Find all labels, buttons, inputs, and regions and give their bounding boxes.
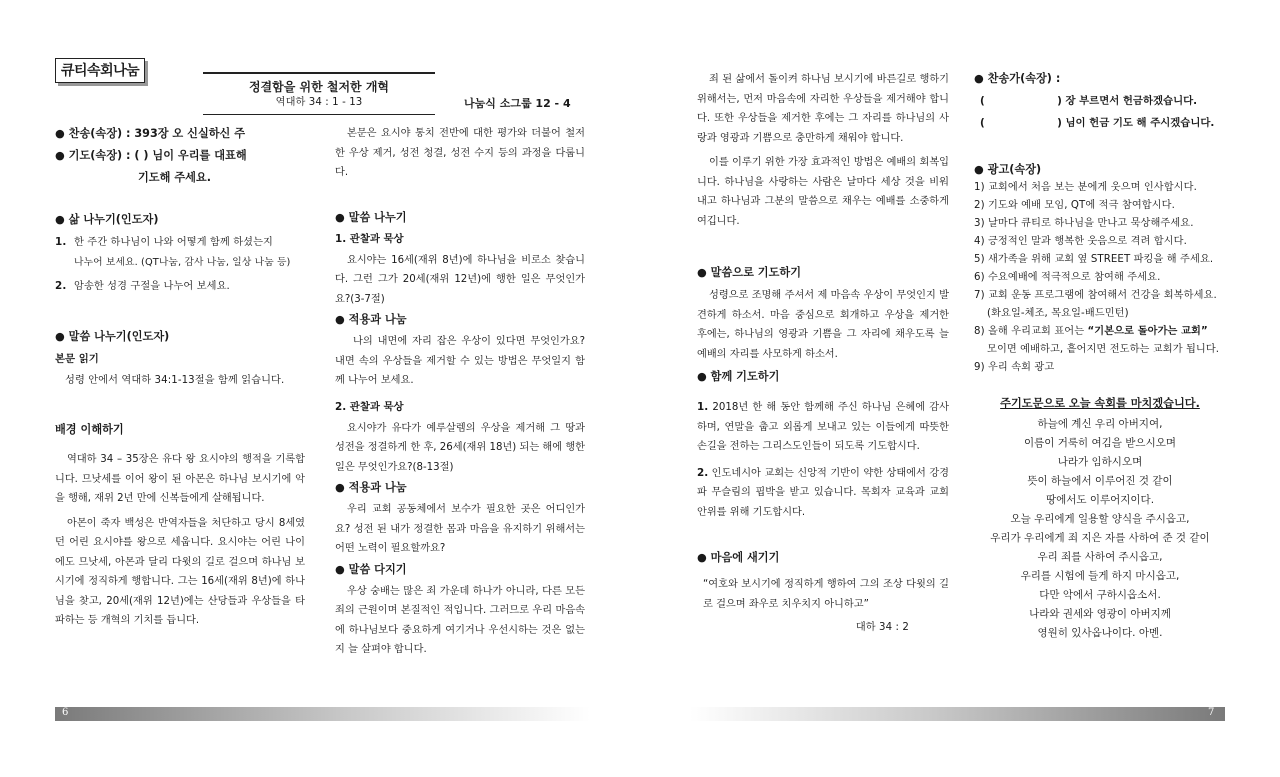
heart-quote: “여호와 보시기에 정직하게 행하여 그의 조상 다윗의 길로 걸으며 좌우로 치우치지 아니하고” xyxy=(703,579,949,610)
rep-para-2: 이를 이루기 위한 가장 효과적인 방법은 예배의 회복입니다. 하나님을 사랑하는 사람은 날마다 세상 것을 비워내고 하나님과 그분의 말씀으로 채우는 예배를 소중하게 여깁니다. xyxy=(697,157,949,227)
lords-prayer xyxy=(974,415,1226,643)
read-title: 본문 읽기 xyxy=(55,352,99,365)
intro-text: 본문은 요시야 통치 전반에 대한 평가와 더불어 철저한 우상 제거, 성전 청결, 성전 수지 등의 과정을 다룹니다. xyxy=(335,128,585,178)
prayer-line: 나라가 임하시오며 xyxy=(1057,456,1143,468)
header-rule-bottom xyxy=(203,114,435,115)
pray-item-1 xyxy=(697,398,949,457)
prayer-line-2: 기도해 주세요. xyxy=(138,171,211,184)
apply-1-title: ● 적용과 나눔 xyxy=(335,313,407,326)
right-column-4 xyxy=(974,70,1226,643)
life-share-title: ● 삶 나누기(인도자) xyxy=(55,213,159,226)
prayer-line: 나라와 권세와 영광이 아버지께 xyxy=(1029,608,1171,620)
left-column-2 xyxy=(335,124,585,660)
pray-word-title: ● 말씀으로 기도하기 xyxy=(697,266,802,279)
lesson-title: 정결함을 위한 철저한 개혁 xyxy=(248,80,390,94)
pray-item-2-number: 2. xyxy=(697,466,709,479)
prayer-line: 하늘에 계신 우리 아버지여, xyxy=(1037,418,1163,430)
keep-word-title: ● 말씀 다지기 xyxy=(335,562,407,576)
ad-item-7-sub: (화요일-체조, 목요일-배드민턴) xyxy=(987,308,1129,319)
offering-hymn-line: ( ) 장 부르면서 헌금하겠습니다. xyxy=(980,95,1198,107)
prayer-line: 오늘 우리에게 일용할 양식을 주시옵고, xyxy=(1010,513,1190,525)
word-title: ● 말씀 나누기 xyxy=(335,210,407,224)
pray-item-1-number: 1. xyxy=(697,401,709,413)
prayer-line: 다만 악에서 구하시옵소서. xyxy=(1039,589,1161,601)
lesson-passage: 역대하 34 : 1 - 13 xyxy=(275,97,363,108)
ad-item: 6) 수요예배에 적극적으로 참여해 주세요. xyxy=(974,272,1161,283)
apply-1-text: 나의 내면에 자리 잡은 우상이 있다면 무엇인가요? 내면 속의 우상들을 제거할 수 있는 방법은 무엇일지 함께 나누어 보세요. xyxy=(335,336,585,386)
hymn-line: ● 찬송(속장) : 393장 오 신실하신 주 xyxy=(55,127,246,140)
offering-hymn-title: ● 찬송가(속장) : xyxy=(974,72,1061,85)
heart-reference: 대하 34 : 2 xyxy=(855,622,909,633)
ad-item-9 xyxy=(974,359,1226,377)
pray-item-2 xyxy=(697,464,949,523)
life-share-q2 xyxy=(55,277,305,297)
prayer-line: 뜻이 하늘에서 이루어진 것 같이 xyxy=(1027,475,1173,487)
group-label: 나눔식 소그룹 12 - 4 xyxy=(464,97,571,110)
ad-9-text: 9) 우리 속회 광고 xyxy=(974,362,1055,373)
observe-2-text: 요시야가 유다가 예루살렘의 우상을 제거해 그 땅과 성전을 정결하게 한 후, 26세(재위 18년) 되는 해에 행한 일은 무엇인가요?(8-13절) xyxy=(335,422,585,473)
pray-item-1-text: 2018년 한 해 동안 함께해 주신 하나님 은혜에 감사하며, 연말을 춥고 외롭게 보내고 있는 이들에게 따뜻한 손길을 전하는 그리스도인들이 되도록 기도합시다. xyxy=(697,402,949,452)
ad-8-motto: “기본으로 돌아가는 교회” xyxy=(1087,326,1208,337)
left-column-1 xyxy=(55,125,305,631)
page-footer-bar-left xyxy=(55,707,590,721)
life-share-q1 xyxy=(55,233,305,253)
observe-1-title: 1. 관찰과 묵상 xyxy=(335,232,404,245)
ad-item-8-sub: 모이면 예배하고, 흩어지면 전도하는 교회가 됩니다. xyxy=(987,344,1220,355)
right-column-3 xyxy=(697,70,949,638)
q1-number: 1. xyxy=(55,236,67,248)
prayer-line: 우리가 우리에게 죄 지은 자를 사하여 준 것 같이 xyxy=(990,532,1210,544)
ad-item-8 xyxy=(974,323,1226,341)
observe-1-text: 요시야는 16세(재위 8년)에 하나님을 비로소 찾습니다. 그런 그가 20세(재위 12년)에 행한 일은 무엇인가요?(3-7절) xyxy=(335,254,585,305)
ad-8-prefix: 8) 올해 우리교회 표어는 xyxy=(974,326,1088,337)
prayer-line: 우리를 시험에 들게 하지 마시옵고, xyxy=(1020,570,1180,582)
header-rule-top xyxy=(203,72,435,74)
prayer-line: 우리 죄를 사하여 주시옵고, xyxy=(1037,551,1163,563)
read-text: 성령 안에서 역대하 34:1-13절을 함께 읽습니다. xyxy=(65,374,285,386)
heart-title: ● 마음에 새기기 xyxy=(697,551,780,564)
ad-item: 2) 기도와 예배 모임, QT에 적극 참여합시다. xyxy=(974,200,1175,211)
q2-number: 2. xyxy=(55,280,67,292)
word-share-title: ● 말씀 나누기(인도자) xyxy=(55,329,170,343)
ads-list xyxy=(974,179,1226,377)
section-logo: 큐티속회나눔 xyxy=(55,58,145,83)
keep-word-text: 우상 숭배는 많은 죄 가운데 하나가 아니라, 다른 모든 죄의 근원이며 본질적인 적입니다. 그러므로 우리 마음속에 하나님보다 중요하게 여기거나 우선시하는 것은 없는지 늘 살펴야 합니다. xyxy=(335,585,585,655)
background-title: 배경 이해하기 xyxy=(55,423,124,436)
prayer-line: ● 기도(속장) : ( ) 님이 우리를 대표해 xyxy=(55,149,247,162)
prayer-line: 이름이 거룩히 여김을 받으시오며 xyxy=(1023,437,1176,449)
pray-word-text: 성령으로 조명해 주셔서 제 마음속 우상이 무엇인지 발견하게 하소서. 마음 중심으로 회개하고 우상을 제거한 후에는, 하나님의 영광과 기쁨을 그 자리에 채우도록 늘 예배의 자리를 사모하게 하소서. xyxy=(697,290,949,360)
prayer-line: 땅에서도 이루어지이다. xyxy=(1045,494,1155,506)
ad-item: 7) 교회 운동 프로그램에 참여해서 건강을 회복하세요. xyxy=(974,290,1217,301)
page-number-left: 6 xyxy=(62,707,69,718)
apply-2-text: 우리 교회 공동체에서 보수가 필요한 곳은 어디인가요? 성전 된 내가 정결한 몸과 마음을 유지하기 위해서는 어떤 노력이 필요할까요? xyxy=(335,504,585,554)
q1-line1: 한 주간 하나님이 나와 어떻게 함께 하셨는지 xyxy=(74,237,273,248)
ads-title: ● 광고(속장) xyxy=(974,163,1042,176)
page-number-right: 7 xyxy=(1208,707,1215,718)
pray-together-title: ● 함께 기도하기 xyxy=(697,370,780,383)
rep-para-1: 죄 된 삶에서 돌이켜 하나님 보시기에 바른길로 행하기 위해서는, 먼저 마음속에 자리한 우상들을 제거해야 합니다. 또한 우상들을 제거한 후에는 그 자리를 하나님의 사랑과 영광과 기쁨으로 충만하게 채워야 합니다. xyxy=(697,74,949,144)
offering-prayer-line: ( ) 님이 헌금 기도 해 주시겠습니다. xyxy=(980,117,1215,129)
q2-text: 암송한 성경 구절을 나누어 보세요. xyxy=(74,281,230,292)
ad-item: 1) 교회에서 처음 보는 분에게 웃으며 인사합시다. xyxy=(974,182,1197,193)
ad-item: 4) 긍정적인 말과 행복한 웃음으로 격려 합시다. xyxy=(974,236,1187,247)
observe-2-title: 2. 관찰과 묵상 xyxy=(335,400,404,413)
ad-item: 5) 새가족을 위해 교회 옆 STREET 파킹을 해 주세요. xyxy=(974,254,1214,265)
q1-line2: 나누어 보세요. (QT나눔, 감사 나눔, 일상 나눔 등) xyxy=(74,256,291,268)
pray-item-2-text: 인도네시아 교회는 신앙적 기반이 약한 상태에서 강경파 무슬림의 핍박을 받고 있습니다. 목회자 교육과 교회 안위를 위해 기도합시다. xyxy=(697,467,949,518)
closing-line: 주기도문으로 오늘 속회를 마치겠습니다. xyxy=(1000,397,1200,410)
apply-2-title: ● 적용과 나눔 xyxy=(335,481,407,494)
background-para-1: 역대하 34 – 35장은 유다 왕 요시야의 행적을 기록합니다. 므낫세를 이어 왕이 된 아몬은 하나님 보시기에 악을 행해, 재위 2년 만에 신복들에게 살해됩니다. xyxy=(55,454,305,504)
prayer-line: 영원히 있사옵나이다. 아멘. xyxy=(1037,627,1163,639)
page-footer-bar-right xyxy=(690,707,1225,721)
background-para-2: 아몬이 죽자 백성은 반역자들을 처단하고 당시 8세였던 어린 요시야를 왕으로 세웁니다. 요시야는 어린 나이에도 므낫세, 아몬과 달리 다윗의 길로 걸으며 하나님 보시기에 정직하게 행합니다. 그는 16세(재위 8년)에 하나님을 찾고, 20세(재위 12년)에는 산당들과 우상들을 타파하는 등 개혁의 기치를 듭니다. xyxy=(55,517,305,626)
ad-item: 3) 날마다 큐티로 하나님을 만나고 묵상해주세요. xyxy=(974,218,1194,229)
